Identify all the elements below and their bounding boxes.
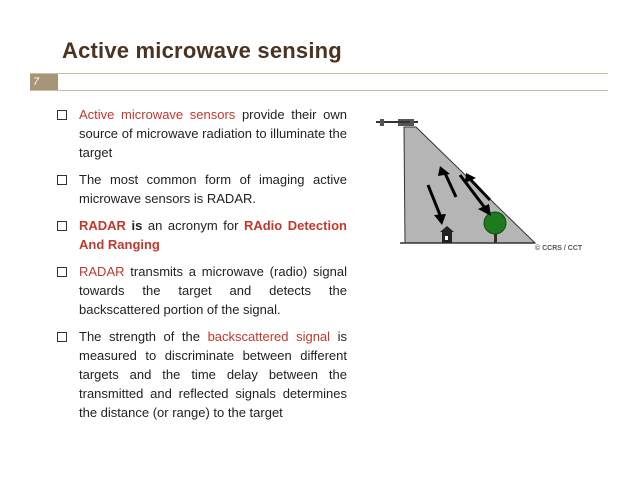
header-rule-bottom: [30, 90, 608, 91]
bullet-box-icon: [57, 267, 67, 277]
bullet-item: [57, 170, 347, 208]
header-rule-top: [30, 73, 608, 74]
radar-beam: [404, 127, 535, 243]
bullet-text: The strength of the: [79, 329, 208, 344]
bullet-text: RADAR: [79, 264, 125, 279]
bullet-text: The most common form of imaging active microwave sensors is RADAR.: [79, 172, 347, 206]
bullet-text: transmits a microwave (radio) signal towards the target and detects the backscattered portion of the signal.: [79, 264, 347, 317]
radar-diagram: [370, 105, 610, 265]
credit-text: © CCRS / CCT: [535, 245, 583, 252]
bullet-text: an acronym for: [142, 218, 244, 233]
bullet-item: [57, 327, 347, 422]
satellite-icon: [376, 119, 418, 126]
bullet-text: Active microwave sensors: [79, 107, 236, 122]
bullet-text: provide their own source of microwave radiation to illuminate the target: [79, 107, 347, 160]
slide-title: Active microwave sensing: [62, 38, 342, 63]
bullet-text: RADAR: [79, 218, 126, 233]
bullet-box-icon: [57, 221, 67, 231]
bullet-box-icon: [57, 175, 67, 185]
bullet-text: is measured to discriminate between different targets and the time delay between the transmitted and reflected signals determines the distance (or range) to the target: [79, 329, 348, 420]
bullet-item: [57, 105, 347, 162]
bullet-item: [57, 216, 347, 254]
bullet-item: [57, 262, 347, 319]
bullet-text: RAdio Detection And Ranging: [79, 218, 347, 252]
slide-number: 7: [30, 74, 58, 90]
bullet-box-icon: [57, 332, 67, 342]
bullet-text: backscattered signal: [207, 329, 331, 344]
bullet-box-icon: [57, 110, 67, 120]
bullet-list: [57, 105, 347, 430]
bullet-text: is: [125, 218, 143, 233]
